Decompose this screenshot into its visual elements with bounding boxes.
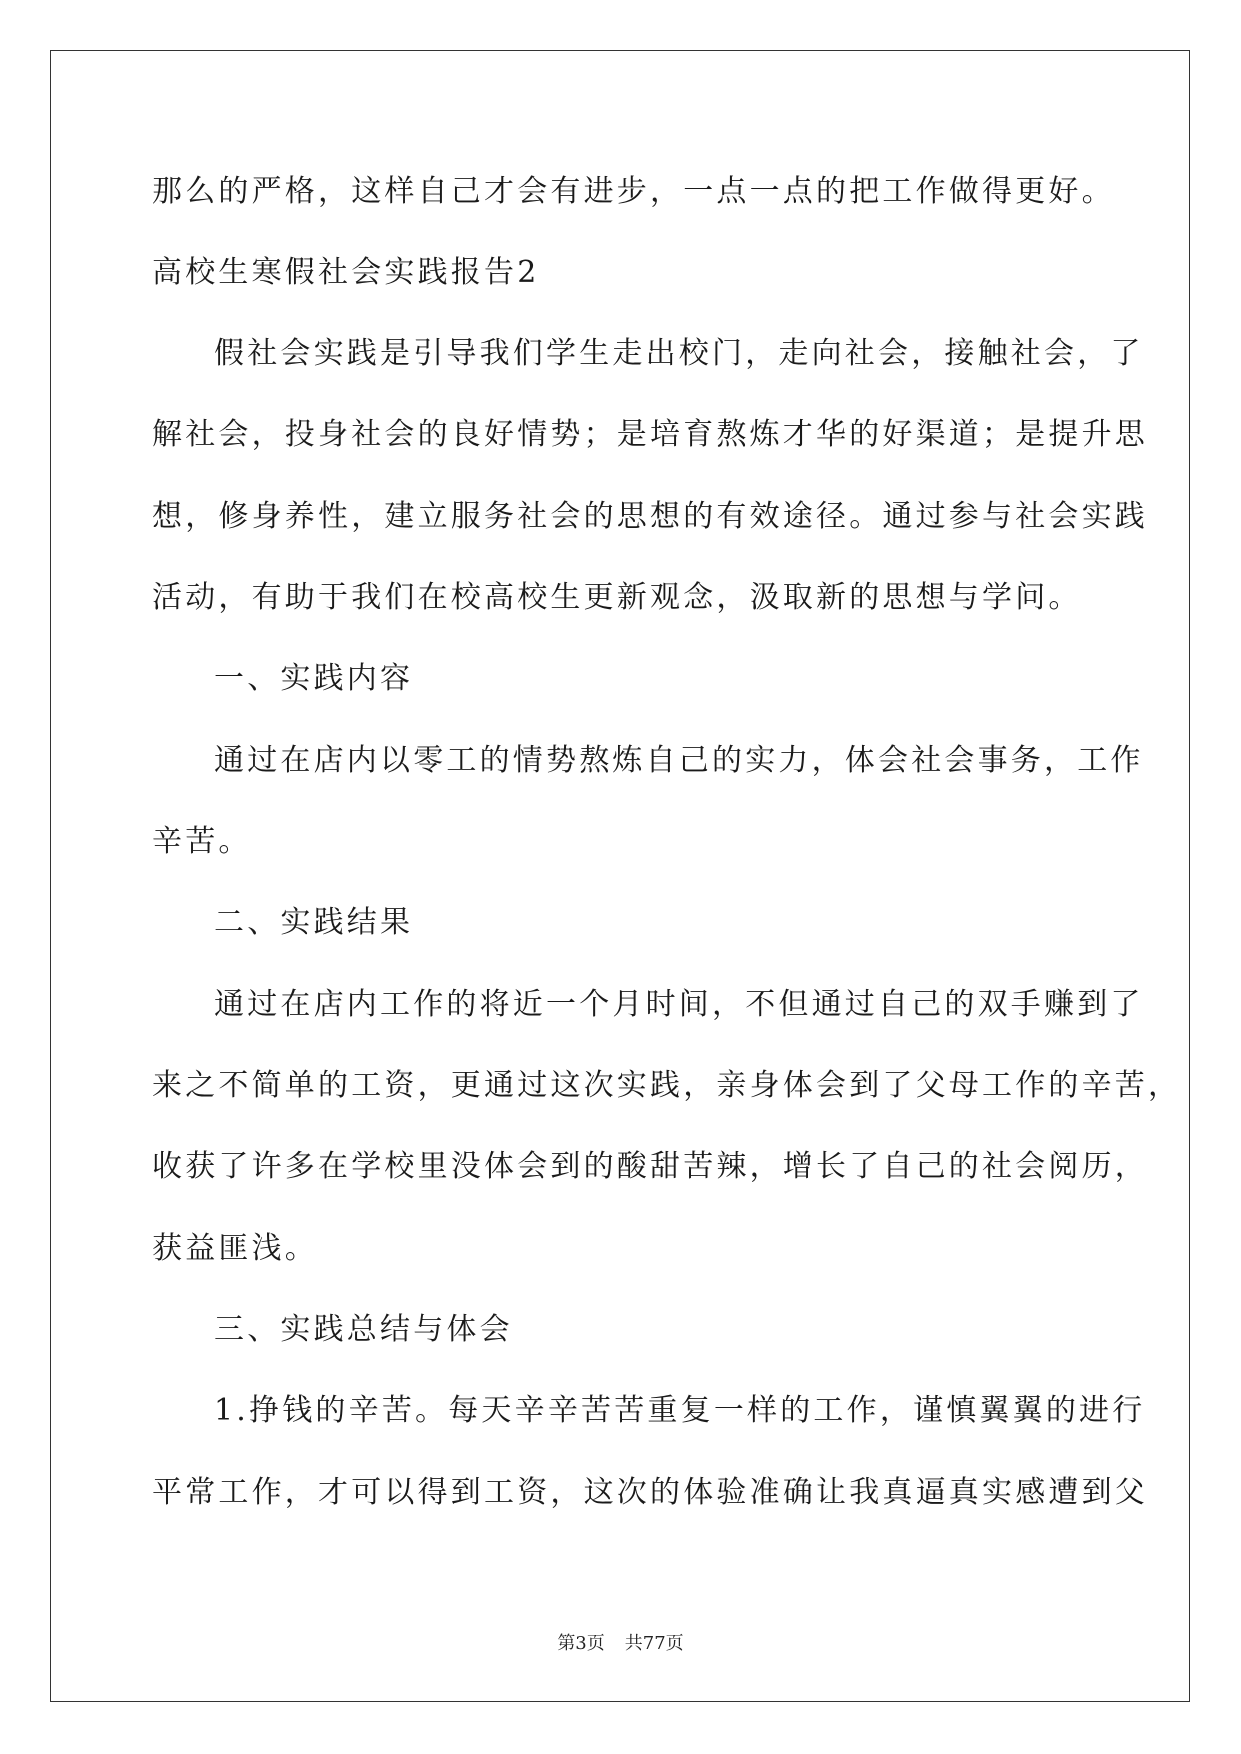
paragraph-line: 1.挣钱的辛苦。每天辛辛苦苦重复一样的工作，谨慎翼翼的进行 xyxy=(214,1393,1146,1428)
paragraph-line: 辛苦。 xyxy=(152,824,252,859)
paragraph-line: 解社会，投身社会的良好情势；是培育熬炼才华的好渠道；是提升思 xyxy=(152,417,1148,452)
paragraph-line: 想，修身养性，建立服务社会的思想的有效途径。通过参与社会实践 xyxy=(152,499,1148,534)
page-number: 第3页 xyxy=(557,1633,605,1654)
paragraph-line: 通过在店内以零工的情势熬炼自己的实力，体会社会事务，工作 xyxy=(214,743,1144,778)
paragraph-line: 获益匪浅。 xyxy=(152,1231,318,1266)
page-footer xyxy=(0,1632,1241,1656)
page-total: 共77页 xyxy=(624,1633,684,1654)
paragraph-line: 平常工作，才可以得到工资，这次的体验准确让我真逼真实感遭到父 xyxy=(152,1475,1148,1510)
subheading-practice-summary: 三、实践总结与体会 xyxy=(214,1312,513,1347)
paragraph-line: 活动，有助于我们在校高校生更新观念，汲取新的思想与学问。 xyxy=(152,580,1082,615)
paragraph-line: 假社会实践是引导我们学生走出校门，走向社会，接触社会，了 xyxy=(214,336,1144,371)
paragraph-line: 收获了许多在学校里没体会到的酸甜苦辣，增长了自己的社会阅历， xyxy=(152,1149,1148,1184)
subheading-practice-content: 一、实践内容 xyxy=(214,661,414,696)
page-border xyxy=(50,50,1190,1702)
section-title: 高校生寒假社会实践报告2 xyxy=(152,255,540,290)
paragraph-line: 那么的严格，这样自己才会有进步，一点一点的把工作做得更好。 xyxy=(152,174,1115,209)
subheading-practice-result: 二、实践结果 xyxy=(214,905,414,940)
paragraph-line: 通过在店内工作的将近一个月时间，不但通过自己的双手赚到了 xyxy=(214,987,1144,1022)
paragraph-line: 来之不简单的工资，更通过这次实践，亲身体会到了父母工作的辛苦， xyxy=(152,1068,1182,1103)
